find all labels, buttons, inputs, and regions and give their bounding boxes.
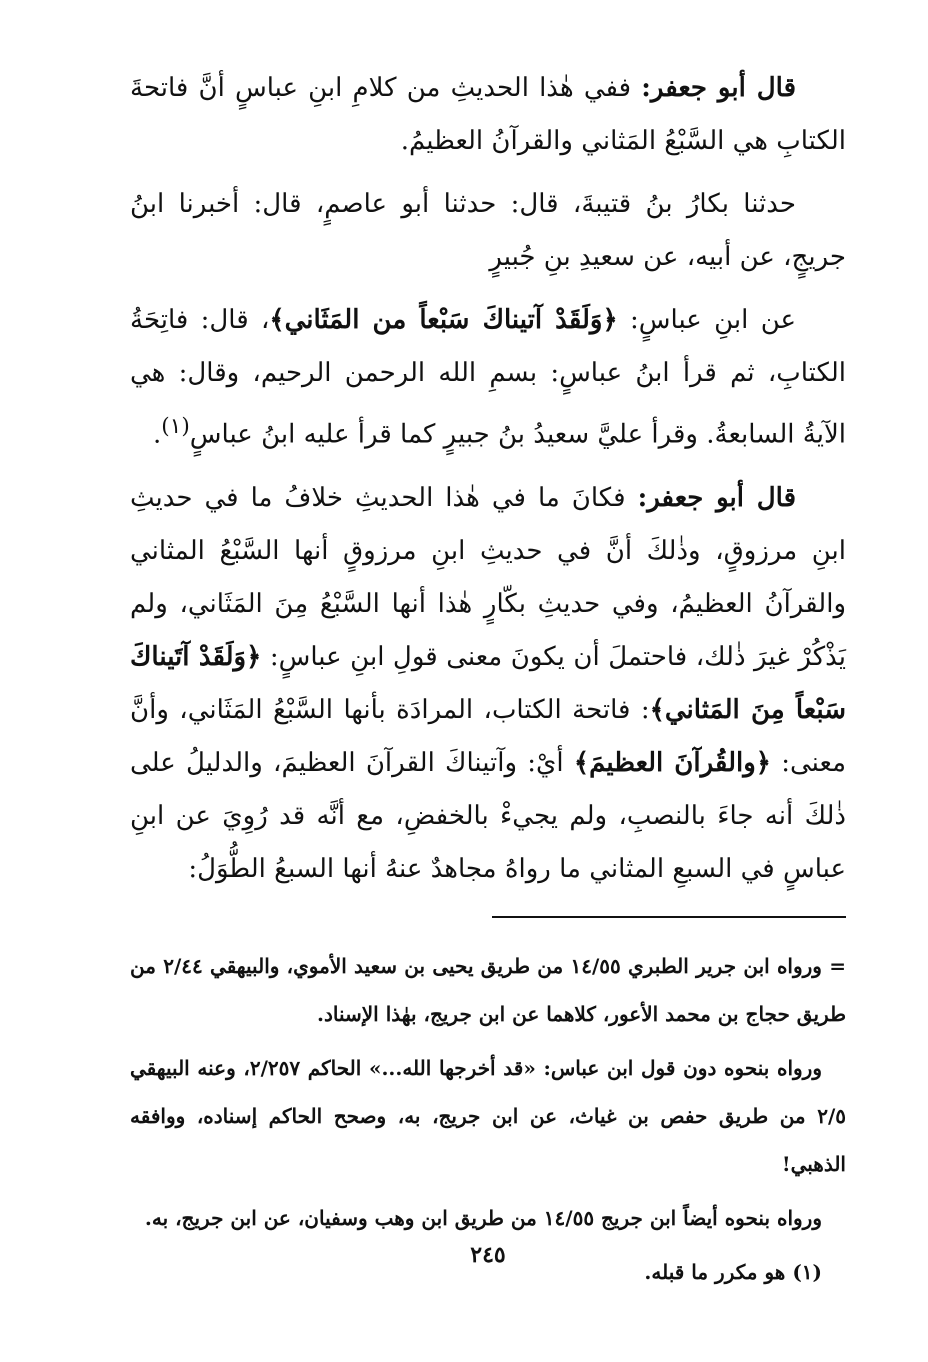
quran-quote: ﴿والقُرآنَ العظيمَ﴾ — [573, 747, 772, 778]
paragraph-text: أيْ: وآتيناكَ القرآنَ العظيمَ، والدليلُ على ذٰلكَ أنه جاءَ بالنصبِ، ولم يجيءْ بالخفضِ، مع أنَّه قد رُوِيَ عن ابنِ عباسٍ في السبعِ المثاني ما رواهُ مجاهدٌ عنهُ أنها السبعُ الطُّوَلُ: — [130, 747, 846, 884]
footnote-separator — [492, 916, 846, 918]
speaker-label: قال أبو جعفر: — [641, 73, 796, 103]
paragraph-2 — [130, 178, 846, 284]
page-number: ٢٤٥ — [470, 1242, 506, 1268]
paragraph-text: : فاتحة الكتاب، المرادَة بأنها السَّبْعُ المَثَاني، وأنَّ معنى: — [130, 694, 847, 778]
footnote-3: ورواه بنحوه أيضاً ابن جريج ١٤/٥٥ من طريق ابن وهب وسفيان، عن ابن جريج، به. — [144, 1205, 822, 1230]
footnote-2: ورواه بنحوه دون قول ابن عباس: «قد أخرجها الله...» الحاكم ٢/٢٥٧، وعنه البيهقي ٢/٥ من طريق حفص بن غياث، عن ابن جريج، به، وصحح الحاكم إسناده، ووافقه الذهبي! — [130, 1055, 846, 1176]
paragraph-text: حدثنا بكارُ بنُ قتيبةَ، قال: حدثنا أبو عاصمٍ، قال: أخبرنا ابنُ جريجٍ، عن أبيه، عن سعيدِ بنِ جُبيرٍ — [130, 189, 846, 272]
paragraph-text: ، قال: فاتِحَةُ الكتابِ، ثم قرأ ابنُ عباسٍ: بسمِ الله الرحمن الرحيم، وقال: هي الآيةُ السابعةُ. وقرأ عليَّ سعيدُ بنُ جبيرٍ كما قرأ عليه ابنُ عباسٍ — [130, 305, 846, 450]
paragraph-text: عن ابنِ عباسٍ: — [617, 305, 797, 335]
paragraph-1 — [130, 62, 846, 168]
quran-quote: ﴿وَلَقَدْ آتَيناكَ سَبْعاً مِنَ المَثاني﴾ — [130, 641, 846, 725]
paragraph-3 — [130, 294, 846, 462]
paragraph-4 — [130, 472, 846, 896]
speaker-label: قال أبو جعفر: — [637, 482, 796, 513]
footnote-ref: (١) — [161, 414, 190, 439]
paragraph-text: . — [152, 419, 162, 450]
paragraph-text: فكانَ ما في هٰذا الحديثِ خلافُ ما في حديثِ ابنِ مرزوقٍ، وذٰلكَ أنَّ في حديثِ ابنِ مرزوقٍ أنها السَّبْعُ المثاني والقرآنُ العظيمُ، وفي حديثِ بكّارٍ هٰذا أنها السَّبْعُ مِنَ المَثَاني، ولم يَذْكُرْ غيرَ ذٰلك، فاحتملَ أن يكونَ معنى قولِ ابنِ عباسٍ: — [130, 482, 846, 672]
footnote-1: = ورواه ابن جرير الطبري ١٤/٥٥ من طريق يحيى بن سعيد الأموي، والبيهقي ٢/٤٤ من طريق حجاج بن محمد الأعور، كلاهما عن ابن جريج، بهٰذا الإسناد. — [130, 953, 846, 1026]
footnote-4: (١) هو مكرر ما قبله. — [644, 1259, 822, 1284]
paragraph-text: ففي هٰذا الحديثِ من كلامِ ابنِ عباسٍ أنَّ فاتحةَ الكتابِ هي السَّبْعُ المَثاني والقرآنُ العظيمُ. — [130, 73, 846, 156]
quran-quote: ﴿وَلَقَدْ آتيناكَ سَبْعاً من المَثَاني﴾ — [269, 305, 618, 335]
book-page — [130, 62, 846, 1342]
